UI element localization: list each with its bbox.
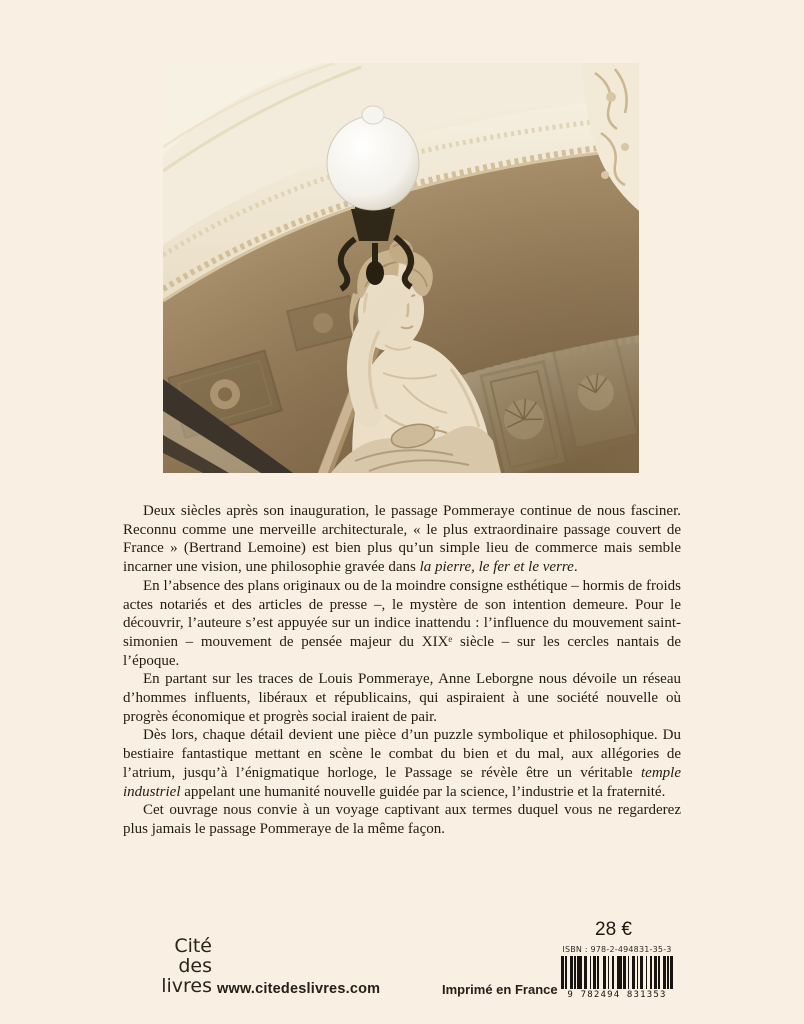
- body-paragraph: Dès lors, chaque détail devient une pièce d’un puzzle symbolique et philosophique. Du bestiaire fantastique mettant en scène le combat du bien et du mal, aux allégories de l’atrium, jusqu’à l’énigmatique horloge, le Passage se révèle être un véritable temple industriel appelant une humanité nouvelle guidée par la science, l’industrie et la fraternité.: [123, 727, 681, 800]
- publisher-logo: [150, 936, 212, 996]
- body-paragraph: Deux siècles après son inauguration, le passage Pommeraye continue de nous fasciner. Reconnu comme une merveille architecturale, « le plus extraordinaire passage couvert de France » (Bertrand Lemoine) est bien plus qu’un simple lieu de commerce mais semble incarner une vision, une philosophie gravée dans la pierre, le fer et le verre.: [123, 503, 681, 576]
- publisher-website: www.citedeslivres.com: [217, 981, 381, 997]
- body-paragraph: Cet ouvrage nous convie à un voyage captivant aux termes duquel vous ne regarderez plus jamais le passage Pommeraye de la même façon.: [123, 802, 681, 837]
- isbn-block: [557, 945, 677, 1000]
- barcode-bars: [557, 956, 677, 989]
- logo-line-3: livres: [161, 975, 212, 997]
- logo-line-2: des: [178, 955, 212, 977]
- barcode-digits: 9 782494 831353: [567, 990, 667, 1000]
- back-cover-text: [123, 502, 681, 839]
- printed-in-france: Imprimé en France: [442, 982, 558, 997]
- body-paragraph: En partant sur les traces de Louis Pommeraye, Anne Leborgne nous dévoile un réseau d’hommes influents, libéraux et républicains, qui aspiraient à une société nouvelle où progrès économique et progrès social iraient de pair.: [123, 671, 681, 725]
- isbn-label: ISBN : 978-2-494831-35-3: [562, 945, 672, 954]
- cover-photo: [163, 63, 639, 473]
- price: 28 €: [595, 919, 632, 940]
- logo-line-1: Cité: [174, 935, 212, 957]
- passage-photo-illustration: [163, 63, 639, 473]
- body-paragraph: En l’absence des plans originaux ou de la moindre consigne esthétique – hormis de froids actes notariés et des articles de presse –, le mystère de son intention demeure. Pour le découvrir, l’auteure s’est appuyée sur un indice inattendu : l’influence du mouvement saint-simonien – mouvement de pensée majeur du XIXᵉ siècle – sur les cercles nantais de l’époque.: [123, 577, 681, 669]
- lamp-globe: [327, 116, 419, 210]
